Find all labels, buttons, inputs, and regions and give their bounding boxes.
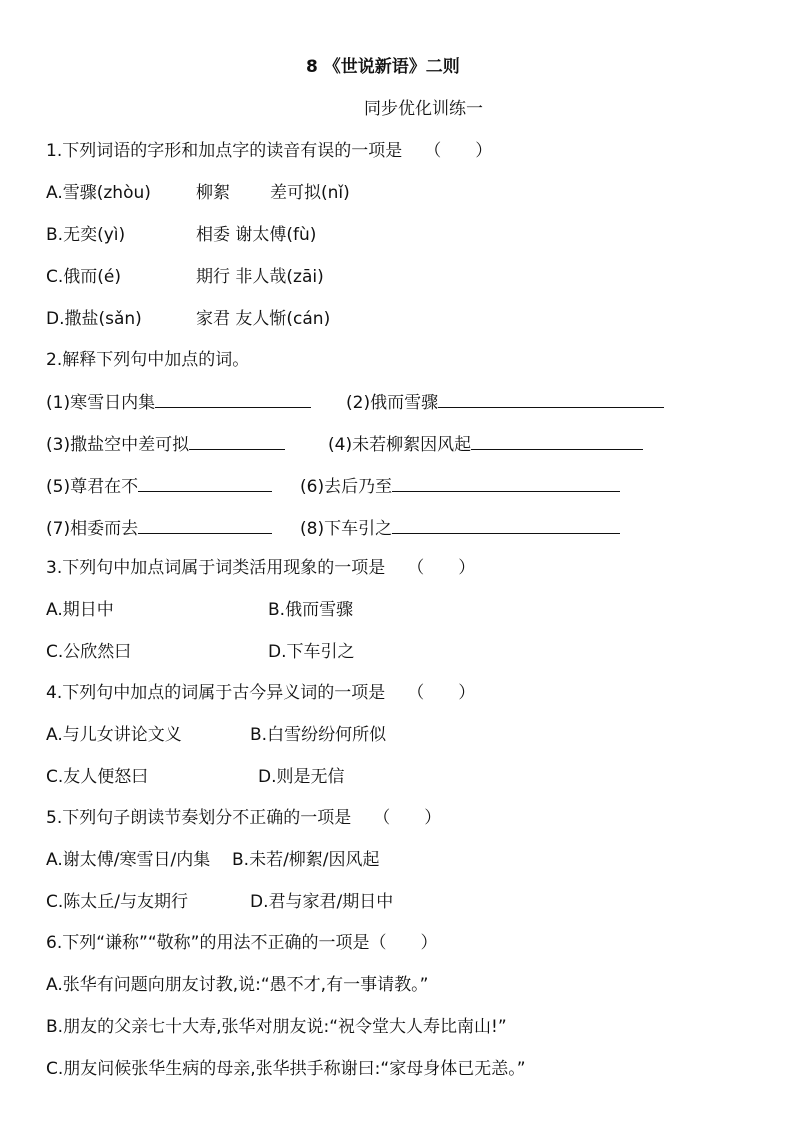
answer-blank[interactable]: [155, 391, 311, 408]
option-d: D.下车引之: [268, 642, 355, 662]
fill-item-text: (2)俄而雪骤: [346, 393, 439, 413]
option-c: C.公欣然曰: [46, 642, 132, 662]
option-c: C.友人便怒曰: [46, 767, 149, 787]
question-2-row: [46, 517, 393, 539]
option-c: C.陈太丘/与友期行: [46, 892, 189, 912]
option-part: 期行 非人哉(zāi): [196, 267, 324, 287]
question-3-text: 3.下列句中加点词属于词类活用现象的一项是: [46, 558, 386, 578]
option-a: A.期日中: [46, 600, 114, 620]
question-2-row: [46, 433, 472, 455]
answer-paren: （ ）: [407, 558, 476, 578]
fill-item: [46, 391, 311, 414]
fill-item: [300, 475, 620, 498]
question-3-options: [46, 641, 355, 663]
question-4-options: [46, 724, 387, 746]
question-1-option-b: [46, 224, 317, 246]
option-d: D.则是无信: [258, 767, 345, 787]
answer-paren: （ ）: [373, 808, 442, 828]
option-b: B.白雪纷纷何所似: [250, 725, 387, 745]
question-5-stem: [46, 807, 441, 829]
question-5-text: 5.下列句子朗读节奏划分不正确的一项是: [46, 808, 352, 828]
option-part: 柳絮: [196, 183, 230, 203]
question-4-stem: [46, 682, 475, 704]
question-1-stem: [46, 140, 492, 162]
fill-item-text: (7)相委而去: [46, 519, 139, 539]
option-b: B.俄而雪骤: [268, 600, 354, 620]
question-1-option-a: [46, 182, 350, 204]
option-b: B.未若/柳絮/因风起: [232, 850, 380, 870]
question-4-options: [46, 766, 345, 788]
answer-blank[interactable]: [392, 517, 620, 534]
option-part: 家君 友人惭(cán): [196, 309, 331, 329]
question-3-options: [46, 599, 354, 621]
option-part: A.雪骤(zhòu): [46, 183, 151, 203]
fill-item-text: (1)寒雪日内集: [46, 393, 156, 413]
page-subtitle: 同步优化训练一: [364, 99, 483, 119]
question-5-options: [46, 891, 394, 913]
page-title: 8 《世说新语》二则: [306, 57, 460, 77]
answer-paren: （ ）: [407, 683, 476, 703]
fill-item: [46, 433, 285, 456]
question-2-stem: 2.解释下列句中加点的词。: [46, 350, 250, 370]
question-1-text: 1.下列词语的字形和加点字的读音有误的一项是: [46, 141, 403, 161]
answer-blank[interactable]: [138, 517, 272, 534]
question-6-stem: 6.下列“谦称”“敬称”的用法不正确的一项是（ ）: [46, 933, 438, 953]
question-4-text: 4.下列句中加点的词属于古今异义词的一项是: [46, 683, 386, 703]
option-part: 相委 谢太傅(fù): [196, 225, 317, 245]
option-part: D.撒盐(sǎn): [46, 309, 142, 329]
question-6-option-b: B.朋友的父亲七十大寿,张华对朋友说:“祝令堂大人寿比南山!”: [46, 1017, 507, 1037]
option-d: D.君与家君/期日中: [250, 892, 394, 912]
answer-blank[interactable]: [471, 433, 643, 450]
answer-blank[interactable]: [189, 433, 285, 450]
fill-item-text: (4)未若柳絮因风起: [328, 435, 472, 455]
question-3-stem: [46, 557, 475, 579]
fill-item-text: (6)去后乃至: [300, 477, 393, 497]
fill-item-text: (8)下车引之: [300, 519, 393, 539]
option-part: B.无奕(yì): [46, 225, 126, 245]
option-part: C.俄而(é): [46, 267, 121, 287]
option-part: 差可拟(nǐ): [270, 183, 350, 203]
fill-item: [346, 391, 664, 414]
option-a: A.与儿女讲论文义: [46, 725, 182, 745]
fill-item: [328, 433, 643, 456]
question-2-row: [46, 391, 439, 413]
fill-item: [46, 517, 272, 540]
question-5-options: [46, 849, 380, 871]
fill-item: [300, 517, 620, 540]
question-6-option-c: C.朋友问候张华生病的母亲,张华拱手称谢曰:“家母身体已无恙。”: [46, 1059, 526, 1079]
fill-item: [46, 475, 272, 498]
answer-paren: （ ）: [424, 141, 493, 161]
answer-blank[interactable]: [392, 475, 620, 492]
question-2-row: [46, 475, 393, 497]
question-1-option-c: [46, 266, 324, 288]
fill-item-text: (3)撒盐空中差可拟: [46, 435, 190, 455]
question-1-option-d: [46, 308, 331, 330]
answer-blank[interactable]: [138, 475, 272, 492]
option-a: A.谢太傅/寒雪日/内集: [46, 850, 211, 870]
answer-blank[interactable]: [438, 391, 664, 408]
fill-item-text: (5)尊君在不: [46, 477, 139, 497]
question-6-option-a: A.张华有问题向朋友讨教,说:“愚不才,有一事请教。”: [46, 975, 429, 995]
